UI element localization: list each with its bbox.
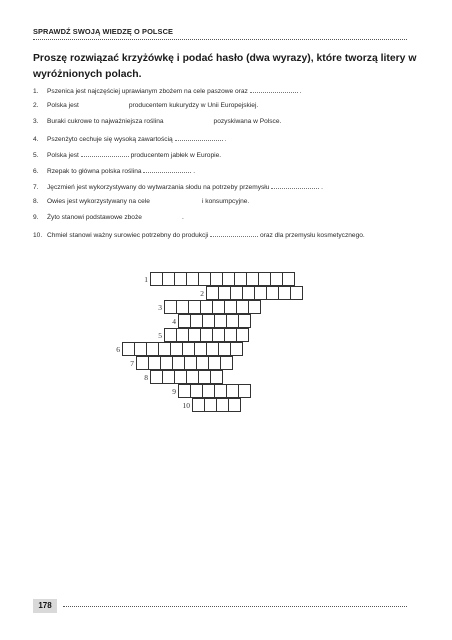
crossword-row-number: 9 [172, 387, 176, 396]
crossword-cell[interactable] [210, 370, 223, 384]
question-text-after: pozyskiwana w Polsce. [213, 118, 282, 125]
question-text-after: . [224, 136, 227, 143]
crossword-row-number: 6 [116, 345, 120, 354]
crossword-row-number: 4 [172, 317, 176, 326]
question-text-before: Owies jest wykorzystywany na cele [47, 198, 150, 205]
crossword-row-number: 10 [182, 401, 190, 410]
question-text-before: Buraki cukrowe to najważniejsza roślina [47, 118, 164, 125]
section-header: SPRAWDŹ SWOJĄ WIEDZĘ O POLSCE [33, 27, 174, 36]
question-number: 3. [33, 118, 39, 125]
crossword-row-number: 8 [144, 373, 148, 382]
bottom-dotted-divider [63, 606, 407, 607]
crossword-row-number: 3 [158, 303, 162, 312]
question-text-before: Jęczmień jest wykorzystywany do wytwarzania słodu na potrzeby przemysłu [47, 184, 270, 191]
crossword-cell[interactable] [238, 314, 251, 328]
question-number: 9. [33, 214, 39, 221]
question-text-after: producentem kukurydzy w Unii Europejskiej. [128, 102, 259, 109]
question-text-after: . [299, 88, 302, 95]
question-text-before: Pszenżyto cechuje się wysoką zawartością [47, 136, 173, 143]
crossword-cell[interactable] [248, 300, 261, 314]
crossword-row-number: 2 [200, 289, 204, 298]
crossword-row-number: 7 [130, 359, 134, 368]
question-text-after: . [193, 168, 196, 175]
crossword-cell[interactable] [228, 398, 241, 412]
question-number: 6. [33, 168, 39, 175]
crossword-cell[interactable] [230, 342, 243, 356]
question-text-before: Polska jest [47, 102, 79, 109]
crossword-cell[interactable] [290, 286, 303, 300]
question-number: 10. [33, 232, 43, 239]
question-text-after: . [321, 184, 323, 191]
question-text-before: Polska jest [47, 152, 79, 159]
question-text-before: Chmiel stanowi ważny surowiec potrzebny do produkcji [47, 232, 209, 239]
question-text-after: . [181, 214, 184, 221]
question-number: 1. [33, 88, 39, 95]
crossword-row-number: 5 [158, 331, 162, 340]
instruction-text: Proszę rozwiązać krzyżówkę i podać hasło (dwa wyrazy), które tworzą litery w wyróżnionych polach. [33, 53, 417, 80]
crossword-cell[interactable] [220, 356, 233, 370]
question-text-after: oraz dla przemysłu kosmetycznego. [259, 232, 365, 239]
crossword-row-number: 1 [144, 275, 148, 284]
question-text-before: Żyto stanowi podstawowe zboże [47, 214, 142, 221]
question-text-after: producentem jabłek w Europie. [130, 152, 222, 159]
question-text-before: Pszenica jest najczęściej uprawianym zbożem na cele paszowe oraz [47, 88, 248, 95]
question-number: 2. [33, 102, 39, 109]
crossword-cell[interactable] [282, 272, 295, 286]
page-number: 178 [33, 599, 57, 613]
question-number: 5. [33, 152, 39, 159]
question-text-before: Rzepak to główna polska roślina [47, 168, 142, 175]
question-text-after: i konsumpcyjne. [201, 198, 250, 205]
crossword-cell[interactable] [236, 328, 249, 342]
question-number: 4. [33, 136, 39, 143]
question-number: 7. [33, 184, 39, 191]
crossword-cell[interactable] [238, 384, 251, 398]
question-number: 8. [33, 198, 39, 205]
